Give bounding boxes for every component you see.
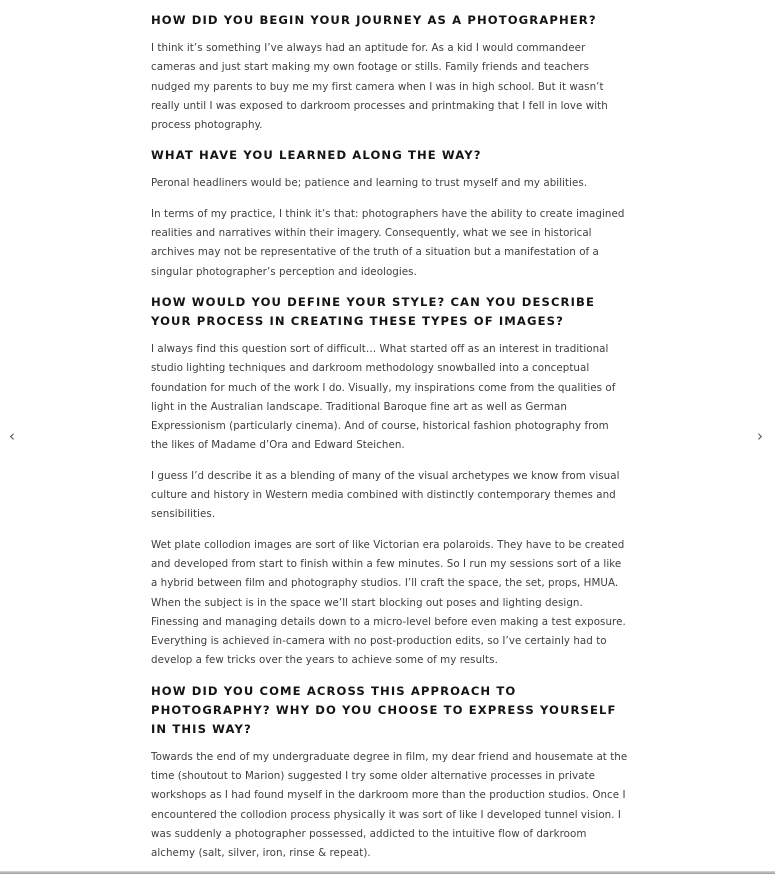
paragraph: I think it’s something I’ve always had an aptitude for. As a kid I would commandeer cameras and just start making my own footage or stills. Family friends and teachers nudged my parents to buy me my first camera when I was in high school. But it wasn’t really until I was exposed to darkroom processes and printmaking that I fell in love with process photography.	[151, 42, 608, 132]
interview-section	[151, 293, 629, 671]
paragraph: I guess I’d describe it as a blending of many of the visual archetypes we know from visual culture and history in Western media combined with distinctly contemporary themes and sensibilities.	[151, 469, 620, 521]
interview-section	[151, 146, 629, 281]
paragraph: Towards the end of my undergraduate degree in film, my dear friend and housemate at the time (shoutout to Marion) suggested I try some older alternative processes in private workshops as I had found myself in the darkroom more than the production studios. Once I encountered the collodion process physically it was sort of like I developed tunnel vision. I was suddenly a photographer possessed, addicted to the intuitive flow of darkroom alchemy (salt, silver, iron, rinse & repeat).	[151, 750, 628, 860]
section-heading: WHAT HAVE YOU LEARNED ALONG THE WAY?	[151, 148, 482, 163]
section-heading: HOW WOULD YOU DEFINE YOUR STYLE? CAN YOU DESCRIBE YOUR PROCESS IN CREATING THESE TYPES OF IMAGES?	[151, 294, 595, 328]
chevron-right-icon[interactable]: ›	[757, 427, 763, 445]
paragraph: Wet plate collodion images are sort of like Victorian era polaroids. They have to be created and developed from start to finish within a few minutes. So I run my sessions sort of a like a hybrid between film and photography studios. I’ll craft the space, the set, props, HMUA. When the subject is in the space we’ll start blocking out poses and lighting design. Finessing and managing details down to a micro-level before even making a test exposure. Everything is achieved in-camera with no post-production edits, so I’ve certainly had to develop a few tricks over the years to achieve some of my results.	[151, 538, 626, 667]
paragraph: Peronal headliners would be; patience and learning to trust myself and my abilities.	[151, 177, 588, 190]
interview-section	[151, 682, 629, 864]
chevron-left-icon[interactable]: ‹	[9, 427, 15, 445]
section-heading: HOW DID YOU COME ACROSS THIS APPROACH TO PHOTOGRAPHY? WHY DO YOU CHOOSE TO EXPRESS YOURSELF IN THIS WAY?	[151, 683, 617, 736]
paragraph: I always find this question sort of difficult… What started off as an interest in traditional studio lighting techniques and darkroom methodology snowballed into a conceptual foundation for much of the work I do. Visually, my inspirations come from the qualities of light in the Australian landscape. Traditional Baroque fine art as well as German Expressionism (particularly cinema). And of course, historical fashion photography from the likes of Madame d’Ora and Edward Steichen.	[151, 342, 616, 452]
interview-section	[151, 11, 629, 135]
section-heading: HOW DID YOU BEGIN YOUR JOURNEY AS A PHOTOGRAPHER?	[151, 13, 597, 27]
article-body	[151, 11, 629, 874]
paragraph: In terms of my practice, I think it’s that: photographers have the ability to create imagined realities and narratives within their imagery. Consequently, what we see in historical archives may not be representative of the truth of a situation but a manifestation of a singular photographer’s perception and ideologies.	[151, 207, 625, 278]
